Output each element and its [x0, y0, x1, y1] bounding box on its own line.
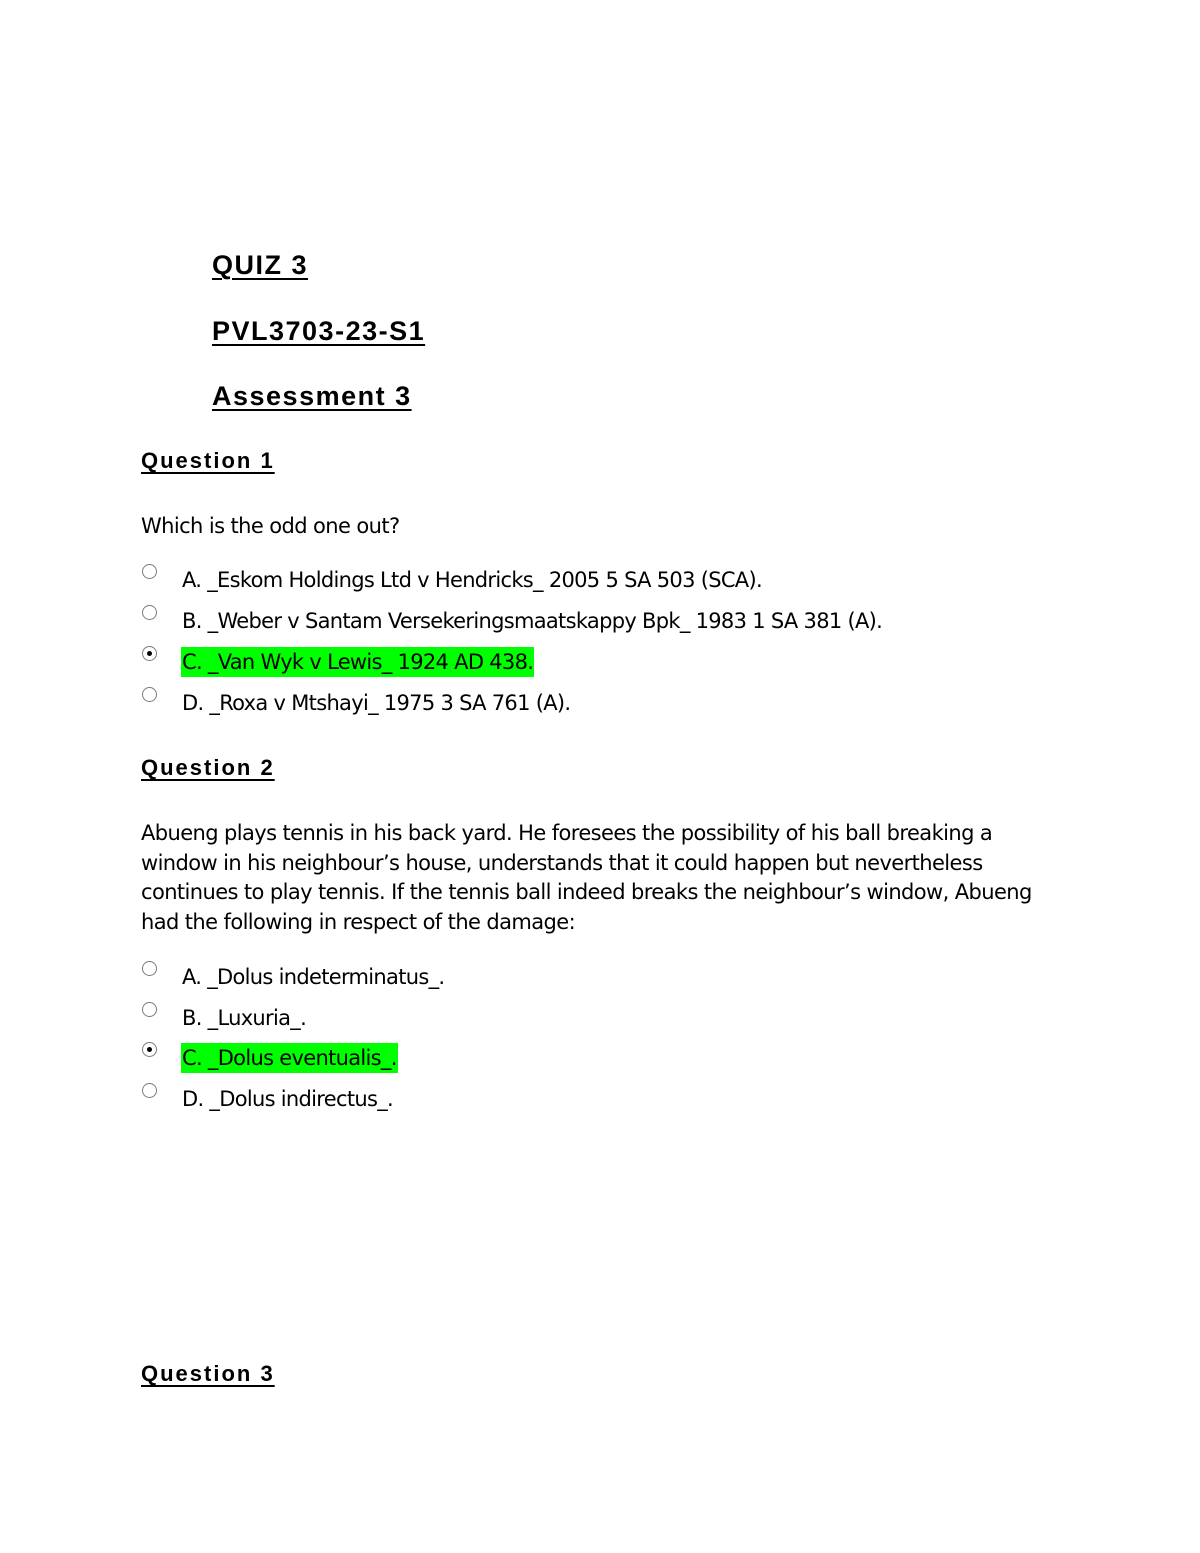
question-1-heading: Question 1 — [141, 448, 275, 473]
q1-option-b-label: B. _Weber v Santam Versekeringsmaatskappy Bpk_ 1983 1 SA 381 (A). — [182, 609, 883, 633]
question-3-heading: Question 3 — [141, 1361, 275, 1386]
radio-unchecked-icon[interactable] — [142, 961, 157, 976]
q2-option-a[interactable] — [142, 961, 1042, 1001]
q2-option-d-label: D. _Dolus indirectus_. — [182, 1087, 394, 1111]
module-code: PVL3703-23-S1 — [212, 316, 426, 346]
assessment-title: Assessment 3 — [212, 381, 412, 411]
question-2-heading: Question 2 — [141, 755, 275, 780]
q1-option-d[interactable] — [142, 687, 1042, 727]
q1-option-c-label: C. _Van Wyk v Lewis_ 1924 AD 438. — [181, 647, 534, 677]
q2-option-b-label: B. _Luxuria_. — [182, 1006, 307, 1030]
q1-option-b[interactable] — [142, 605, 1042, 645]
q2-option-d[interactable] — [142, 1083, 1042, 1123]
q2-option-a-label: A. _Dolus indeterminatus_. — [182, 965, 445, 989]
question-2-text: Abueng plays tennis in his back yard. He foresees the possibility of his ball breaking a window in his neighbour’s house, understands that it could happen but nevertheless continues to play tennis. If the tennis ball indeed breaks the neighbour’s window, Abueng had the following in respect of the damage: — [141, 821, 1032, 934]
q1-option-c[interactable] — [142, 646, 1042, 686]
radio-unchecked-icon[interactable] — [142, 687, 157, 702]
radio-checked-icon[interactable] — [142, 646, 157, 661]
radio-unchecked-icon[interactable] — [142, 1002, 157, 1017]
radio-unchecked-icon[interactable] — [142, 1083, 157, 1098]
radio-unchecked-icon[interactable] — [142, 605, 157, 620]
q2-option-c[interactable] — [142, 1042, 1042, 1082]
q1-option-a[interactable] — [142, 564, 1042, 604]
q1-option-d-label: D. _Roxa v Mtshayi_ 1975 3 SA 761 (A). — [182, 691, 571, 715]
question-1-text: Which is the odd one out? — [141, 514, 400, 538]
q2-option-b[interactable] — [142, 1002, 1042, 1042]
q2-option-c-label: C. _Dolus eventualis_. — [181, 1043, 398, 1073]
quiz-title: QUIZ 3 — [212, 250, 309, 280]
q1-option-a-label: A. _Eskom Holdings Ltd v Hendricks_ 2005 5 SA 503 (SCA). — [182, 568, 762, 592]
radio-unchecked-icon[interactable] — [142, 564, 157, 579]
radio-checked-icon[interactable] — [142, 1042, 157, 1057]
